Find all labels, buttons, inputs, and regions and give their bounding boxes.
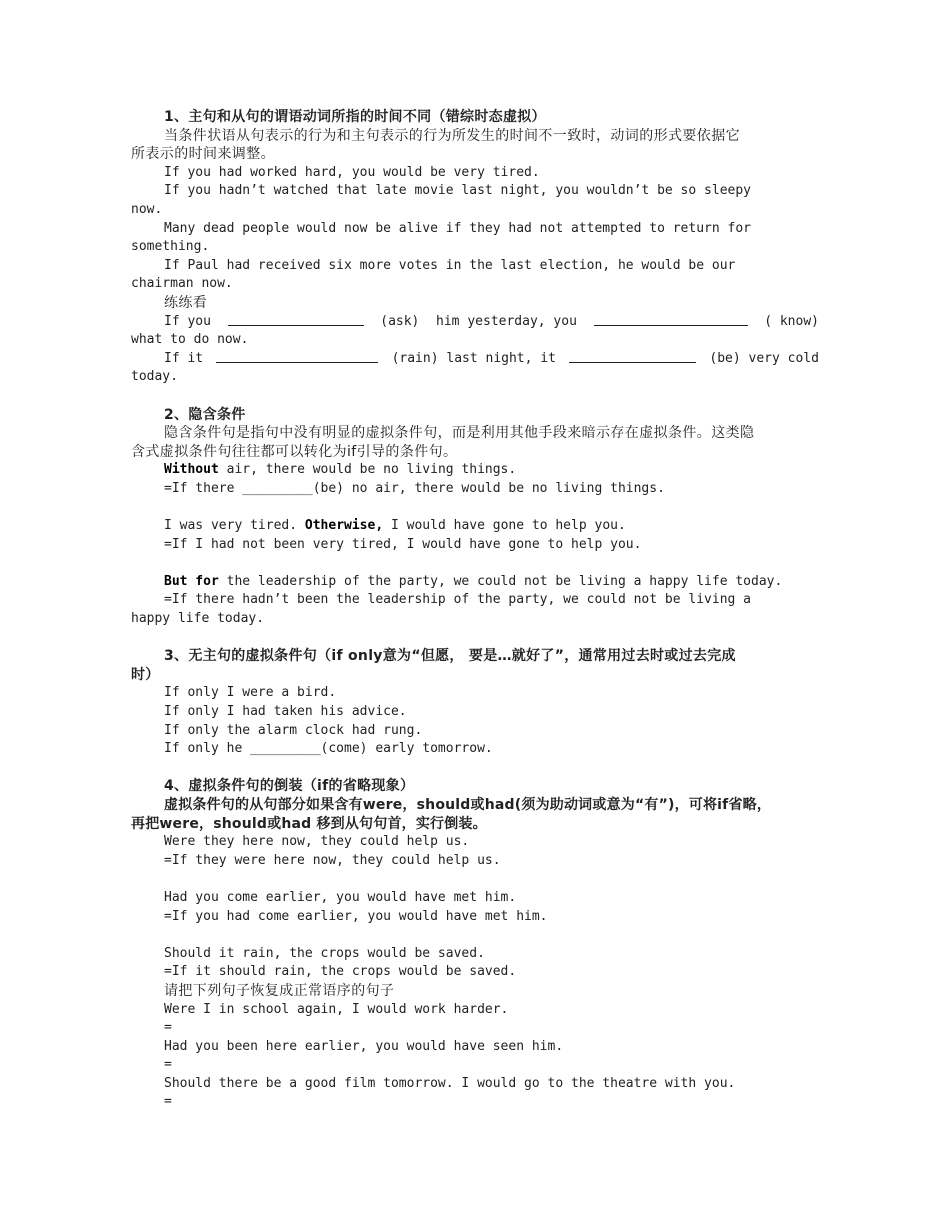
- answer-blank: [594, 313, 748, 326]
- exercise-sentence: Should there be a good film tomorrow. I would go to the theatre with you.: [164, 1075, 736, 1091]
- practice-text: ( know): [764, 313, 819, 329]
- example-sentence: If only the alarm clock had rung.: [164, 722, 423, 738]
- task-instruction: 请把下列句子恢复成正常语序的句子: [164, 982, 395, 999]
- practice-text: (rain) last night, it: [391, 350, 556, 366]
- example-sentence: But for the leadership of the party, we could not be living a happy life today.: [164, 573, 783, 589]
- answer-blank: [569, 350, 696, 363]
- exercise-sentence: Were I in school again, I would work harder.: [164, 1001, 509, 1017]
- answer-line: =: [164, 1020, 172, 1036]
- practice-label: 练练看: [164, 294, 208, 311]
- rewrite-sentence: =If there _________(be) no air, there would be no living things.: [164, 480, 665, 496]
- example-sentence: If only I were a bird.: [164, 685, 337, 701]
- example-sentence: Without air, there would be no living things.: [164, 462, 517, 478]
- keyword: Otherwise,: [304, 518, 384, 534]
- example-sentence: Should it rain, the crops would be saved.: [164, 945, 485, 961]
- example-sentence: Many dead people would now be alive if they had not attempted to return for: [164, 220, 751, 236]
- exercise-sentence: Had you been here earlier, you would have seen him.: [164, 1038, 564, 1054]
- answer-line: =: [164, 1094, 172, 1110]
- section-4-intro: 虚拟条件句的从句部分如果含有were，should或had(须为助动词或意为“有”)，可将if省略，: [164, 796, 772, 813]
- section-1-heading: 1、主句和从句的谓语动词所指的时间不同（错综时态虚拟）: [164, 109, 546, 125]
- example-sentence: If you had worked hard, you would be very tired.: [164, 164, 540, 180]
- practice-text: If you: [164, 313, 211, 329]
- practice-line-2: [131, 350, 819, 369]
- practice-sentence: If only he _________(come) early tomorrow.: [164, 741, 493, 757]
- example-sentence: Had you come earlier, you would have met him.: [164, 889, 517, 905]
- practice-text: (be) very cold: [709, 350, 819, 366]
- practice-line-1-cont: what to do now.: [131, 332, 249, 348]
- section-4-heading: 4、虚拟条件句的倒装（if的省略现象）: [164, 778, 415, 795]
- example-sentence-cont: now.: [131, 201, 163, 217]
- example-sentence: I was very tired. Otherwise, I would have gone to help you.: [164, 518, 626, 534]
- practice-line-2-cont: today.: [131, 369, 178, 385]
- answer-line: =: [164, 1057, 172, 1073]
- example-sentence: Were they here now, they could help us.: [164, 834, 470, 850]
- section-1-intro: 当条件状语从句表示的行为和主句表示的行为所发生的时间不一致时，动词的形式要依据它: [164, 127, 740, 144]
- practice-text: (ask): [380, 313, 420, 329]
- section-2-heading: 2、隐含条件: [164, 406, 246, 423]
- practice-line-1: [131, 313, 819, 332]
- section-4-intro-cont: 再把were，should或had 移到从句句首，实行倒装。: [131, 815, 487, 832]
- section-3-heading-cont: 时）: [131, 666, 160, 683]
- answer-blank: [228, 313, 364, 326]
- rewrite-sentence: =If it should rain, the crops would be saved.: [164, 964, 517, 980]
- answer-blank: [216, 350, 378, 363]
- rewrite-sentence: =If there hadn’t been the leadership of the party, we could not be living a: [164, 592, 751, 608]
- example-sentence-cont: something.: [131, 239, 210, 255]
- section-2-intro: 隐含条件句是指句中没有明显的虚拟条件句，而是利用其他手段来暗示存在虚拟条件。这类隐: [164, 425, 755, 442]
- section-3-heading: 3、无主句的虚拟条件句（if only意为“但愿， 要是…就好了”，通常用过去时或过去完成: [164, 648, 736, 665]
- rewrite-sentence: =If you had come earlier, you would have met him.: [164, 908, 548, 924]
- practice-text: If it: [164, 350, 204, 366]
- section-2-intro-cont: 含式虚拟条件句往往都可以转化为if引导的条件句。: [131, 443, 458, 460]
- example-sentence-cont: chairman now.: [131, 276, 233, 292]
- rewrite-sentence: =If they were here now, they could help us.: [164, 852, 501, 868]
- practice-text: him yesterday, you: [436, 313, 577, 329]
- keyword: Without: [164, 462, 219, 478]
- example-sentence: If Paul had received six more votes in the last election, he would be our: [164, 257, 736, 273]
- rewrite-sentence: =If I had not been very tired, I would have gone to help you.: [164, 536, 642, 552]
- document-page: [131, 108, 819, 1112]
- section-1-intro-cont: 所表示的时间来调整。: [131, 146, 275, 163]
- example-sentence: If you hadn’t watched that late movie last night, you wouldn’t be so sleepy: [164, 183, 751, 199]
- keyword: But for: [164, 573, 219, 589]
- rewrite-sentence-cont: happy life today.: [131, 611, 265, 627]
- example-sentence: If only I had taken his advice.: [164, 704, 407, 719]
